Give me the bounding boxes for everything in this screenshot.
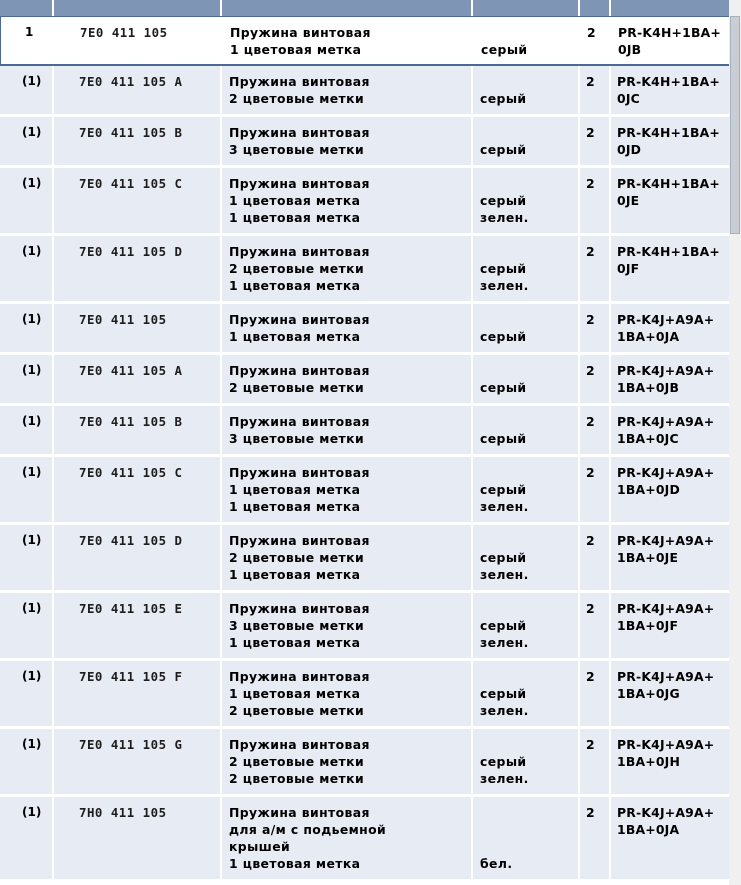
cell-pr-code bbox=[611, 661, 729, 726]
cell-description-line: Пружина винтовая bbox=[230, 25, 371, 40]
cell-quantity bbox=[581, 17, 612, 64]
cell-pr-code-line: PR-K4J+A9A+ bbox=[617, 363, 715, 378]
cell-quantity-line: 2 bbox=[586, 533, 595, 548]
cell-pr-code-line: 1BA+0JA bbox=[617, 822, 680, 837]
cell-position-line: 1 bbox=[25, 25, 34, 39]
cell-quantity bbox=[580, 304, 611, 352]
cell-pr-code-line: PR-K4H+1BA+ bbox=[617, 74, 720, 89]
cell-part-number-line: 7E0 411 105 B bbox=[79, 414, 183, 429]
cell-note-line bbox=[481, 24, 579, 41]
cell-position bbox=[0, 168, 54, 233]
table-row[interactable] bbox=[0, 168, 741, 236]
cell-note-line bbox=[480, 532, 578, 549]
cell-pr-code-line: PR-K4J+A9A+ bbox=[617, 465, 715, 480]
table-row[interactable] bbox=[0, 16, 741, 66]
cell-pr-code-line: PR-K4J+A9A+ bbox=[617, 669, 715, 684]
cell-part-number-line: 7E0 411 105 D bbox=[79, 244, 183, 259]
cell-pr-code-line: 1BA+0JB bbox=[617, 380, 680, 395]
cell-description-line: Пружина винтовая bbox=[229, 533, 370, 548]
table-row[interactable] bbox=[0, 355, 741, 406]
cell-description-line: 2 цветовые метки bbox=[229, 703, 365, 718]
cell-description-line: 1 цветовая метка bbox=[229, 193, 361, 208]
cell-pr-code bbox=[611, 117, 729, 165]
cell-quantity-line: 2 bbox=[586, 176, 595, 191]
cell-description-line: Пружина винтовая bbox=[229, 669, 370, 684]
cell-description-line: 2 цветовые метки bbox=[229, 754, 365, 769]
cell-description-line: 1 цветовая метка bbox=[229, 210, 361, 225]
cell-part-number bbox=[54, 797, 222, 879]
col-header-quantity[interactable] bbox=[580, 0, 611, 16]
cell-pr-code-line: 0JE bbox=[617, 193, 640, 208]
cell-position-line: (1) bbox=[22, 244, 42, 258]
table-row[interactable] bbox=[0, 729, 741, 797]
table-header bbox=[0, 0, 741, 16]
cell-position bbox=[0, 304, 54, 352]
cell-description-line: Пружина винтовая bbox=[229, 363, 370, 378]
cell-part-number bbox=[54, 457, 222, 522]
col-header-note[interactable] bbox=[473, 0, 580, 16]
cell-description bbox=[223, 17, 474, 64]
cell-part-number bbox=[54, 593, 222, 658]
cell-note bbox=[473, 457, 580, 522]
cell-description-line: Пружина винтовая bbox=[229, 312, 370, 327]
cell-part-number-line: 7E0 411 105 G bbox=[79, 737, 183, 752]
cell-pr-code-line: 1BA+0JD bbox=[617, 482, 680, 497]
cell-note-line bbox=[480, 243, 578, 260]
cell-note-line bbox=[480, 821, 578, 838]
table-row[interactable] bbox=[0, 66, 741, 117]
cell-note bbox=[473, 797, 580, 879]
table-row[interactable] bbox=[0, 406, 741, 457]
cell-description-line: 1 цветовая метка bbox=[230, 42, 362, 57]
cell-note bbox=[473, 355, 580, 403]
cell-quantity bbox=[580, 117, 611, 165]
cell-pr-code bbox=[612, 17, 730, 64]
cell-note-line: серый bbox=[480, 431, 527, 446]
cell-description-line: 1 цветовая метка bbox=[229, 278, 361, 293]
cell-note bbox=[473, 406, 580, 454]
cell-description-line: 1 цветовая метка bbox=[229, 567, 361, 582]
cell-position-line: (1) bbox=[22, 125, 42, 139]
cell-part-number-line: 7E0 411 105 E bbox=[79, 601, 183, 616]
cell-part-number-line: 7E0 411 105 A bbox=[79, 363, 183, 378]
cell-part-number-line: 7E0 411 105 A bbox=[79, 74, 183, 89]
cell-description-line: Пружина винтовая bbox=[229, 244, 370, 259]
cell-position bbox=[0, 593, 54, 658]
cell-description-line: 1 цветовая метка bbox=[229, 856, 361, 871]
cell-pr-code-line: PR-K4H+1BA+ bbox=[617, 125, 720, 140]
cell-pr-code-line: 1BA+0JE bbox=[617, 550, 679, 565]
table-row[interactable] bbox=[0, 457, 741, 525]
cell-quantity bbox=[580, 66, 611, 114]
cell-position-line: (1) bbox=[22, 414, 42, 428]
cell-part-number-line: 7E0 411 105 B bbox=[79, 125, 183, 140]
cell-quantity-line: 2 bbox=[586, 363, 595, 378]
cell-note-line: серый bbox=[480, 91, 527, 106]
cell-quantity-line: 2 bbox=[586, 312, 595, 327]
cell-part-number-line: 7H0 411 105 bbox=[79, 805, 167, 820]
cell-pr-code-line: PR-K4H+1BA+ bbox=[617, 244, 720, 259]
cell-description-line: 1 цветовая метка bbox=[229, 482, 361, 497]
cell-position bbox=[0, 661, 54, 726]
cell-note bbox=[473, 593, 580, 658]
cell-position bbox=[0, 797, 54, 879]
cell-description bbox=[222, 236, 473, 301]
cell-description bbox=[222, 729, 473, 794]
cell-note-line: серый bbox=[480, 618, 527, 633]
cell-note-line bbox=[480, 838, 578, 855]
cell-description-line: 1 цветовая метка bbox=[229, 499, 361, 514]
cell-description-line: 3 цветовые метки bbox=[229, 142, 365, 157]
cell-pr-code-line: 0JB bbox=[618, 42, 642, 57]
table-row[interactable] bbox=[0, 525, 741, 593]
cell-description bbox=[222, 117, 473, 165]
cell-position bbox=[0, 525, 54, 590]
cell-quantity-line: 2 bbox=[586, 805, 595, 820]
cell-position bbox=[0, 355, 54, 403]
cell-pr-code bbox=[611, 797, 729, 879]
table-row[interactable] bbox=[0, 593, 741, 661]
cell-part-number bbox=[54, 525, 222, 590]
cell-note bbox=[473, 236, 580, 301]
cell-position-line: (1) bbox=[22, 737, 42, 751]
cell-pr-code-line: PR-K4J+A9A+ bbox=[617, 533, 715, 548]
vertical-scrollbar[interactable] bbox=[729, 0, 741, 885]
cell-part-number bbox=[54, 661, 222, 726]
cell-note-line bbox=[480, 464, 578, 481]
cell-part-number bbox=[55, 17, 223, 64]
cell-note bbox=[473, 729, 580, 794]
cell-note-line bbox=[480, 124, 578, 141]
cell-description-line: 2 цветовые метки bbox=[229, 550, 365, 565]
cell-quantity-line: 2 bbox=[586, 414, 595, 429]
cell-description bbox=[222, 525, 473, 590]
cell-quantity bbox=[580, 729, 611, 794]
cell-description-line: Пружина винтовая bbox=[229, 176, 370, 191]
cell-description bbox=[222, 355, 473, 403]
cell-part-number-line: 7E0 411 105 F bbox=[79, 669, 183, 684]
cell-note bbox=[474, 17, 581, 64]
cell-part-number bbox=[54, 406, 222, 454]
cell-position-line: (1) bbox=[22, 805, 42, 819]
cell-note-line bbox=[480, 600, 578, 617]
col-header-part-number[interactable] bbox=[54, 0, 222, 16]
cell-note-line: серый bbox=[480, 686, 527, 701]
cell-description-line: 3 цветовые метки bbox=[229, 431, 365, 446]
cell-note-line: серый bbox=[480, 142, 527, 157]
cell-quantity-line: 2 bbox=[586, 74, 595, 89]
cell-quantity bbox=[580, 406, 611, 454]
cell-part-number bbox=[54, 66, 222, 114]
cell-pr-code-line: PR-K4H+1BA+ bbox=[618, 25, 721, 40]
cell-quantity bbox=[580, 593, 611, 658]
cell-description bbox=[222, 168, 473, 233]
cell-note-line: серый bbox=[480, 261, 527, 276]
cell-note bbox=[473, 66, 580, 114]
cell-quantity bbox=[580, 457, 611, 522]
cell-note-line bbox=[480, 73, 578, 90]
cell-description bbox=[222, 304, 473, 352]
cell-part-number-line: 7E0 411 105 D bbox=[79, 533, 183, 548]
cell-description-line: Пружина винтовая bbox=[229, 805, 370, 820]
cell-part-number-line: 7E0 411 105 C bbox=[79, 176, 183, 191]
cell-description-line: Пружина винтовая bbox=[229, 74, 370, 89]
cell-pr-code bbox=[611, 729, 729, 794]
cell-position bbox=[1, 17, 55, 64]
cell-pr-code-line: 0JC bbox=[617, 91, 640, 106]
col-header-pr-code[interactable] bbox=[611, 0, 729, 16]
cell-quantity bbox=[580, 525, 611, 590]
cell-position-line: (1) bbox=[22, 74, 42, 88]
cell-description-line: Пружина винтовая bbox=[229, 414, 370, 429]
cell-pr-code-line: 1BA+0JA bbox=[617, 329, 680, 344]
cell-note-line: зелен. bbox=[480, 210, 529, 225]
cell-quantity bbox=[580, 661, 611, 726]
cell-note-line bbox=[480, 413, 578, 430]
col-header-position[interactable] bbox=[0, 0, 54, 16]
cell-description-line: 1 цветовая метка bbox=[229, 329, 361, 344]
cell-note-line: серый bbox=[480, 329, 527, 344]
cell-description bbox=[222, 661, 473, 726]
cell-quantity bbox=[580, 168, 611, 233]
cell-position bbox=[0, 729, 54, 794]
cell-quantity-line: 2 bbox=[586, 669, 595, 684]
cell-pr-code-line: 1BA+0JH bbox=[617, 754, 681, 769]
cell-note-line: серый bbox=[480, 380, 527, 395]
cell-pr-code-line: 1BA+0JF bbox=[617, 618, 679, 633]
cell-pr-code bbox=[611, 66, 729, 114]
cell-description-line: 2 цветовые метки bbox=[229, 771, 365, 786]
table-body bbox=[0, 16, 741, 882]
cell-description bbox=[222, 66, 473, 114]
cell-position-line: (1) bbox=[22, 176, 42, 190]
cell-note-line bbox=[480, 668, 578, 685]
cell-pr-code-line: 1BA+0JG bbox=[617, 686, 680, 701]
cell-part-number bbox=[54, 355, 222, 403]
cell-quantity-line: 2 bbox=[586, 244, 595, 259]
cell-pr-code-line: PR-K4J+A9A+ bbox=[617, 414, 715, 429]
cell-position-line: (1) bbox=[22, 363, 42, 377]
cell-description-line: Пружина винтовая bbox=[229, 737, 370, 752]
cell-pr-code bbox=[611, 406, 729, 454]
cell-description-line: 3 цветовые метки bbox=[229, 618, 365, 633]
cell-description-line: 1 цветовая метка bbox=[229, 686, 361, 701]
cell-description-line: Пружина винтовая bbox=[229, 465, 370, 480]
table-row[interactable] bbox=[0, 797, 741, 882]
cell-note-line bbox=[480, 311, 578, 328]
cell-position bbox=[0, 406, 54, 454]
cell-position-line: (1) bbox=[22, 601, 42, 615]
cell-description-line: крышей bbox=[229, 839, 291, 854]
cell-note bbox=[473, 168, 580, 233]
cell-pr-code bbox=[611, 236, 729, 301]
cell-note-line bbox=[480, 175, 578, 192]
cell-part-number bbox=[54, 168, 222, 233]
table-row[interactable] bbox=[0, 304, 741, 355]
cell-note-line: зелен. bbox=[480, 499, 529, 514]
cell-description-line: 2 цветовые метки bbox=[229, 261, 365, 276]
cell-note-line: зелен. bbox=[480, 278, 529, 293]
cell-position-line: (1) bbox=[22, 533, 42, 547]
cell-note-line: зелен. bbox=[480, 703, 529, 718]
cell-part-number-line: 7E0 411 105 bbox=[80, 25, 168, 40]
cell-quantity-line: 2 bbox=[587, 25, 596, 40]
cell-quantity bbox=[580, 355, 611, 403]
cell-description bbox=[222, 593, 473, 658]
cell-description bbox=[222, 406, 473, 454]
cell-position bbox=[0, 457, 54, 522]
cell-note-line: серый bbox=[480, 550, 527, 565]
cell-quantity bbox=[580, 797, 611, 879]
cell-pr-code bbox=[611, 525, 729, 590]
cell-note-line bbox=[480, 736, 578, 753]
cell-description bbox=[222, 797, 473, 879]
table-row[interactable] bbox=[0, 661, 741, 729]
cell-position-line: (1) bbox=[22, 465, 42, 479]
cell-pr-code-line: 0JD bbox=[617, 142, 642, 157]
cell-pr-code bbox=[611, 457, 729, 522]
cell-note bbox=[473, 525, 580, 590]
scrollbar-thumb[interactable] bbox=[730, 16, 740, 234]
cell-note bbox=[473, 304, 580, 352]
cell-note-line bbox=[480, 804, 578, 821]
cell-pr-code-line: PR-K4J+A9A+ bbox=[617, 737, 715, 752]
cell-pr-code bbox=[611, 304, 729, 352]
cell-part-number-line: 7E0 411 105 bbox=[79, 312, 167, 327]
cell-note-line: серый bbox=[481, 42, 528, 57]
cell-description bbox=[222, 457, 473, 522]
cell-part-number-line: 7E0 411 105 C bbox=[79, 465, 183, 480]
cell-note-line: зелен. bbox=[480, 771, 529, 786]
cell-description-line: Пружина винтовая bbox=[229, 125, 370, 140]
cell-quantity bbox=[580, 236, 611, 301]
cell-description-line: 1 цветовая метка bbox=[229, 635, 361, 650]
cell-part-number bbox=[54, 729, 222, 794]
cell-part-number bbox=[54, 117, 222, 165]
cell-pr-code-line: 0JF bbox=[617, 261, 640, 276]
cell-pr-code-line: PR-K4J+A9A+ bbox=[617, 312, 715, 327]
cell-note-line: серый bbox=[480, 193, 527, 208]
cell-note bbox=[473, 661, 580, 726]
cell-position bbox=[0, 117, 54, 165]
cell-description-line: Пружина винтовая bbox=[229, 601, 370, 616]
table-row[interactable] bbox=[0, 236, 741, 304]
cell-quantity-line: 2 bbox=[586, 737, 595, 752]
cell-quantity-line: 2 bbox=[586, 465, 595, 480]
cell-pr-code-line: PR-K4J+A9A+ bbox=[617, 805, 715, 820]
cell-position bbox=[0, 66, 54, 114]
cell-quantity-line: 2 bbox=[586, 125, 595, 140]
cell-note-line bbox=[480, 362, 578, 379]
table-row[interactable] bbox=[0, 117, 741, 168]
cell-description-line: 2 цветовые метки bbox=[229, 91, 365, 106]
cell-pr-code-line: PR-K4J+A9A+ bbox=[617, 601, 715, 616]
cell-note-line: бел. bbox=[480, 856, 513, 871]
cell-position-line: (1) bbox=[22, 669, 42, 683]
cell-position-line: (1) bbox=[22, 312, 42, 326]
cell-pr-code bbox=[611, 168, 729, 233]
cell-note-line: зелен. bbox=[480, 635, 529, 650]
cell-part-number bbox=[54, 304, 222, 352]
cell-position bbox=[0, 236, 54, 301]
cell-note-line: зелен. bbox=[480, 567, 529, 582]
cell-pr-code bbox=[611, 593, 729, 658]
cell-note-line: серый bbox=[480, 754, 527, 769]
cell-note-line: серый bbox=[480, 482, 527, 497]
cell-part-number bbox=[54, 236, 222, 301]
cell-description-line: 2 цветовые метки bbox=[229, 380, 365, 395]
cell-description-line: для а/м с подьемной bbox=[229, 822, 387, 837]
cell-quantity-line: 2 bbox=[586, 601, 595, 616]
cell-note bbox=[473, 117, 580, 165]
col-header-description[interactable] bbox=[222, 0, 473, 16]
cell-pr-code-line: PR-K4H+1BA+ bbox=[617, 176, 720, 191]
cell-pr-code bbox=[611, 355, 729, 403]
cell-pr-code-line: 1BA+0JC bbox=[617, 431, 679, 446]
